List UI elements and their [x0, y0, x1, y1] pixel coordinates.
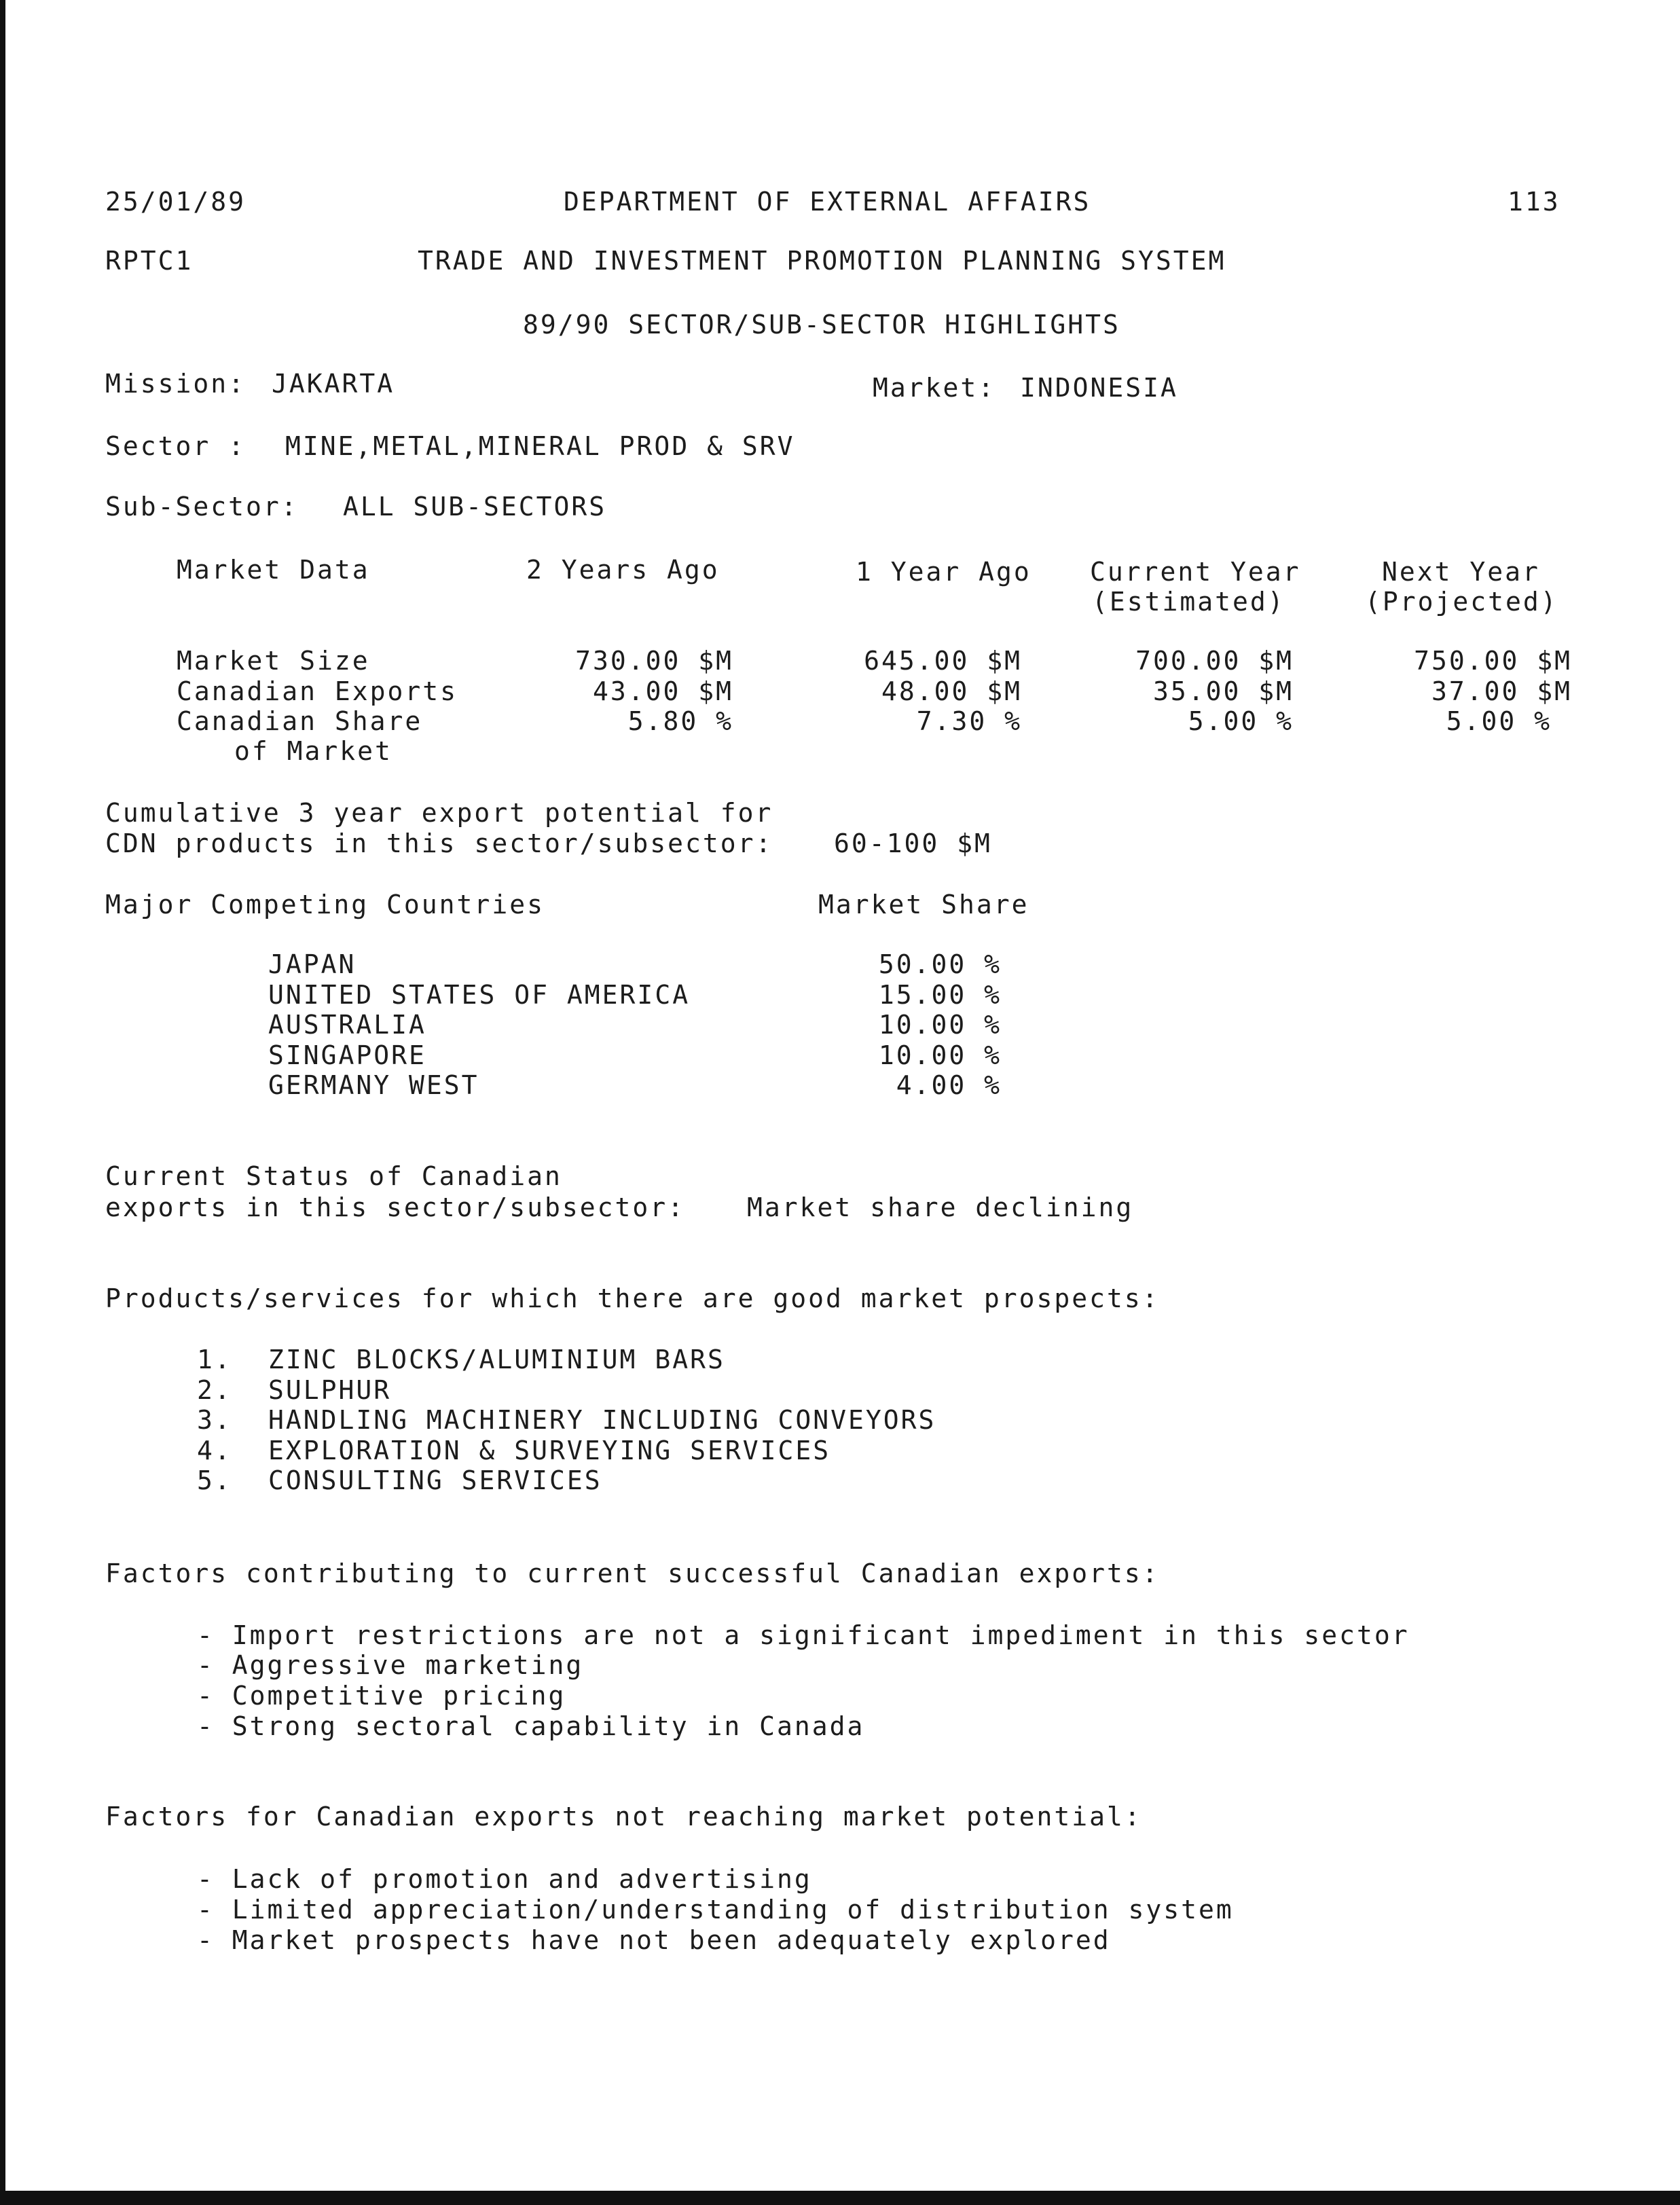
market-label: Market: — [873, 373, 996, 403]
competitor-country: GERMANY WEST — [268, 1070, 479, 1100]
report-date: 25/01/89 — [105, 187, 246, 217]
list-item-number: 5. — [197, 1465, 232, 1495]
list-item: EXPLORATION & SURVEYING SERVICES — [268, 1436, 831, 1465]
export-potential-value: 60-100 $M — [834, 828, 992, 858]
current-status-line2: exports in this sector/subsector: — [105, 1192, 685, 1222]
sector-value: MINE,METAL,MINERAL PROD & SRV — [285, 431, 795, 461]
system-title: TRADE AND INVESTMENT PROMOTION PLANNING SYSTEM — [418, 246, 1226, 276]
col-current-year-subheader: (Estimated) — [1092, 587, 1285, 617]
col-current-year-header: Current Year — [1090, 557, 1301, 587]
col-two-years-ago-header: 2 Years Ago — [526, 555, 720, 585]
table-cell: 700.00 $M — [1135, 646, 1294, 676]
list-item: - Aggressive marketing — [197, 1650, 584, 1680]
subsector-value: ALL SUB-SECTORS — [343, 492, 607, 522]
list-item: - Lack of promotion and advertising — [197, 1864, 812, 1894]
mission-label: Mission: — [105, 369, 246, 399]
table-cell: 645.00 $M — [864, 646, 1022, 676]
list-item: ZINC BLOCKS/ALUMINIUM BARS — [268, 1345, 725, 1374]
competitor-share: 15.00 % — [878, 980, 1002, 1010]
success-factors-heading: Factors contributing to current successful Canadian exports: — [105, 1559, 1160, 1588]
competitor-country: AUSTRALIA — [268, 1010, 426, 1040]
table-cell: 7.30 % — [916, 706, 1022, 736]
mission-value: JAKARTA — [272, 369, 395, 399]
competitor-share: 4.00 % — [896, 1070, 1002, 1100]
current-status-value: Market share declining — [747, 1192, 1134, 1222]
competitor-share: 50.00 % — [878, 949, 1002, 979]
competitor-share: 10.00 % — [878, 1010, 1002, 1040]
col-one-year-ago-header: 1 Year Ago — [856, 557, 1031, 587]
list-item-number: 4. — [197, 1436, 232, 1465]
row-label-canadian-share-cont: of Market — [234, 736, 392, 766]
market-data-header: Market Data — [177, 555, 370, 585]
table-cell: 37.00 $M — [1431, 676, 1572, 706]
page-bottom-edge — [0, 2191, 1680, 2205]
highlights-title: 89/90 SECTOR/SUB-SECTOR HIGHLIGHTS — [523, 310, 1120, 340]
market-value: INDONESIA — [1020, 373, 1178, 403]
col-next-year-subheader: (Projected) — [1365, 587, 1558, 617]
table-cell: 750.00 $M — [1414, 646, 1572, 676]
list-item-number: 3. — [197, 1405, 232, 1435]
sector-label: Sector : — [105, 431, 246, 461]
competitor-share: 10.00 % — [878, 1040, 1002, 1070]
row-label-market-size: Market Size — [177, 646, 370, 676]
row-label-canadian-exports: Canadian Exports — [177, 676, 458, 706]
competitor-country: JAPAN — [268, 949, 357, 979]
list-item: - Market prospects have not been adequately explored — [197, 1925, 1111, 1955]
competitor-country: SINGAPORE — [268, 1040, 426, 1070]
table-cell: 5.80 % — [627, 706, 733, 736]
page-number: 113 — [1508, 187, 1560, 217]
department-title: DEPARTMENT OF EXTERNAL AFFAIRS — [564, 187, 1091, 217]
export-potential-line2: CDN products in this sector/subsector: — [105, 828, 773, 858]
export-potential-line1: Cumulative 3 year export potential for — [105, 798, 773, 828]
competitors-header: Major Competing Countries — [105, 890, 545, 919]
table-cell: 35.00 $M — [1152, 676, 1294, 706]
page-left-edge — [0, 0, 5, 2205]
subsector-label: Sub-Sector: — [105, 492, 299, 522]
list-item-number: 2. — [197, 1375, 232, 1405]
list-item: - Strong sectoral capability in Canada — [197, 1711, 865, 1741]
col-next-year-header: Next Year — [1382, 557, 1540, 587]
table-cell: 5.00 % — [1188, 706, 1294, 736]
list-item: - Competitive pricing — [197, 1681, 566, 1711]
list-item: HANDLING MACHINERY INCLUDING CONVEYORS — [268, 1405, 936, 1435]
row-label-canadian-share: Canadian Share — [177, 706, 423, 736]
table-cell: 43.00 $M — [592, 676, 733, 706]
competitor-country: UNITED STATES OF AMERICA — [268, 980, 691, 1010]
list-item-number: 1. — [197, 1345, 232, 1374]
barrier-factors-heading: Factors for Canadian exports not reaching market potential: — [105, 1802, 1142, 1832]
table-cell: 48.00 $M — [881, 676, 1022, 706]
market-share-header: Market Share — [818, 890, 1029, 919]
table-cell: 730.00 $M — [575, 646, 733, 676]
list-item: - Import restrictions are not a significant impediment in this sector — [197, 1620, 1410, 1650]
list-item: CONSULTING SERVICES — [268, 1465, 602, 1495]
current-status-line1: Current Status of Canadian — [105, 1161, 562, 1191]
list-item: SULPHUR — [268, 1375, 392, 1405]
products-heading: Products/services for which there are good market prospects: — [105, 1283, 1160, 1313]
report-code: RPTC1 — [105, 246, 194, 276]
table-cell: 5.00 % — [1446, 706, 1552, 736]
list-item: - Limited appreciation/understanding of distribution system — [197, 1895, 1234, 1925]
